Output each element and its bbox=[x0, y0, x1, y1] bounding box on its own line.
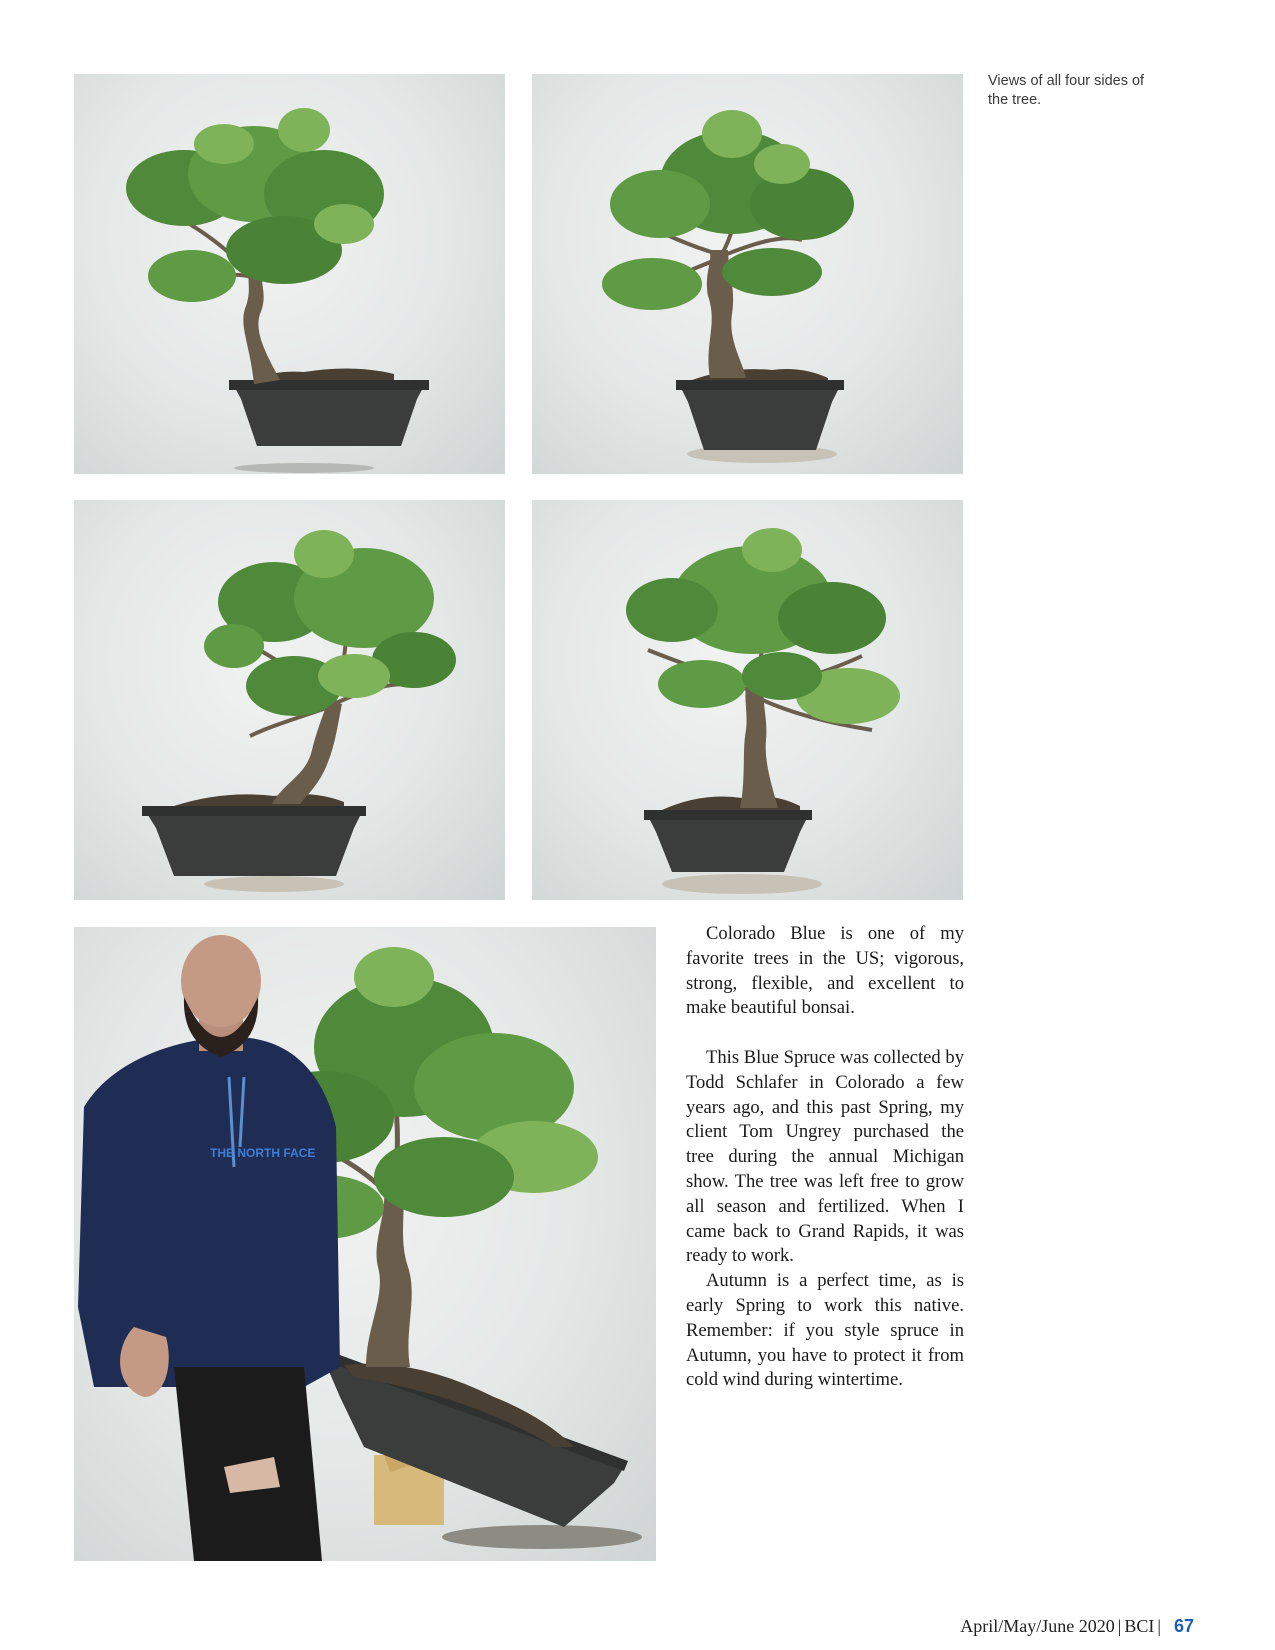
bonsai-photo-view-1 bbox=[74, 74, 505, 474]
bonsai-illustration bbox=[532, 74, 963, 474]
photo-caption: Views of all four sides of the tree. bbox=[988, 73, 1145, 108]
article-paragraph: This Blue Spruce was collected by Todd Schlafer in Colorado a few years ago, and this past Spring, my client Tom Ungrey purchased the tree during the annual Michigan show. The tree was left free to grow all season and fertilized. When I came back to Grand Rapids, it was ready to work. bbox=[686, 1046, 964, 1267]
article-paragraph: Colorado Blue is one of my favorite trees in the US; vigorous, strong, flexible, and excellent to make beautiful bonsai. bbox=[686, 923, 964, 1019]
page-number: 67 bbox=[1173, 1616, 1194, 1636]
footer-separator: | bbox=[1157, 1616, 1161, 1636]
article-body bbox=[686, 922, 964, 1393]
hoodie-logo: THE NORTH FACE bbox=[210, 1146, 316, 1160]
issue-date: April/May/June 2020 bbox=[960, 1616, 1115, 1636]
bonsai-photo-view-3 bbox=[74, 500, 505, 900]
artist-with-bonsai-photo bbox=[74, 927, 656, 1561]
bonsai-illustration bbox=[532, 500, 963, 900]
page-footer bbox=[960, 1616, 1194, 1637]
bonsai-illustration bbox=[74, 74, 505, 474]
footer-separator: | bbox=[1117, 1616, 1122, 1636]
artist-with-bonsai-illustration bbox=[74, 927, 656, 1561]
article-paragraph: Autumn is a perfect time, as is early Spring to work this native. Remember: if you style spruce in Autumn, you have to protect it from cold wind during wintertime. bbox=[686, 1270, 964, 1391]
bonsai-photo-view-4 bbox=[532, 500, 963, 900]
bonsai-illustration bbox=[74, 500, 505, 900]
magazine-name: BCI bbox=[1124, 1616, 1155, 1636]
bonsai-photo-view-2 bbox=[532, 74, 963, 474]
